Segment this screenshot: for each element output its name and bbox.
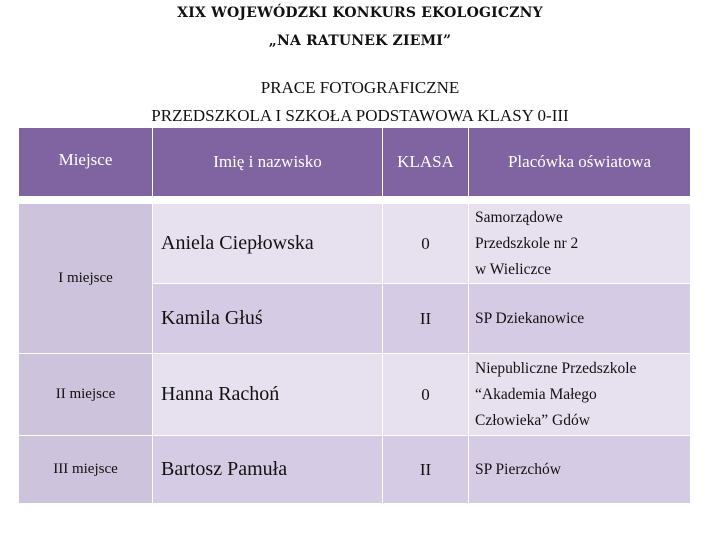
school-line: w Wieliczce	[475, 260, 552, 278]
column-header-school: Placówka oświatowa	[469, 128, 691, 197]
place-cell: I miejsce	[19, 204, 153, 354]
participant-school	[469, 354, 691, 436]
table-spacer	[19, 197, 691, 204]
participant-school	[469, 284, 691, 354]
category-subtitle: PRZEDSZKOLA I SZKOŁA PODSTAWOWA KLASY 0-III	[151, 106, 569, 125]
column-header-name: Imię i nazwisko	[153, 128, 383, 197]
column-header-class: KLASA	[383, 128, 469, 197]
participant-class: II	[383, 436, 469, 504]
place-cell: III miejsce	[19, 436, 153, 504]
column-header-place: Miejsce	[19, 128, 153, 197]
table-header-row	[19, 128, 691, 197]
table-row	[19, 354, 691, 436]
participant-class: II	[383, 284, 469, 354]
place-cell: II miejsce	[19, 354, 153, 436]
contest-motto: „NA RATUNEK ZIEMI”	[268, 33, 452, 49]
table-row	[19, 436, 691, 504]
participant-class: 0	[383, 354, 469, 436]
table-row	[19, 204, 691, 284]
school-line: SP Pierzchów	[475, 460, 561, 478]
category-title: PRACE FOTOGRAFICZNE	[260, 78, 460, 97]
participant-school	[469, 436, 691, 504]
school-line: Samorządowe	[475, 208, 563, 226]
school-line: Człowieka” Gdów	[475, 411, 590, 429]
contest-title: XIX WOJEWÓDZKI KONKURS EKOLOGICZNY	[177, 5, 543, 21]
school-line: “Akademia Małego	[475, 385, 597, 403]
participant-name: Aniela Ciepłowska	[153, 204, 383, 284]
spacer-cell	[19, 197, 691, 204]
participant-name: Bartosz Pamuła	[153, 436, 383, 504]
participant-name: Hanna Rachoń	[153, 354, 383, 436]
participant-class: 0	[383, 204, 469, 284]
school-line: Przedszkole nr 2	[475, 234, 579, 252]
results-table	[18, 127, 691, 504]
school-line: Niepubliczne Przedszkole	[475, 359, 637, 377]
participant-school	[469, 204, 691, 284]
school-line: SP Dziekanowice	[475, 309, 585, 327]
participant-name: Kamila Głuś	[153, 284, 383, 354]
